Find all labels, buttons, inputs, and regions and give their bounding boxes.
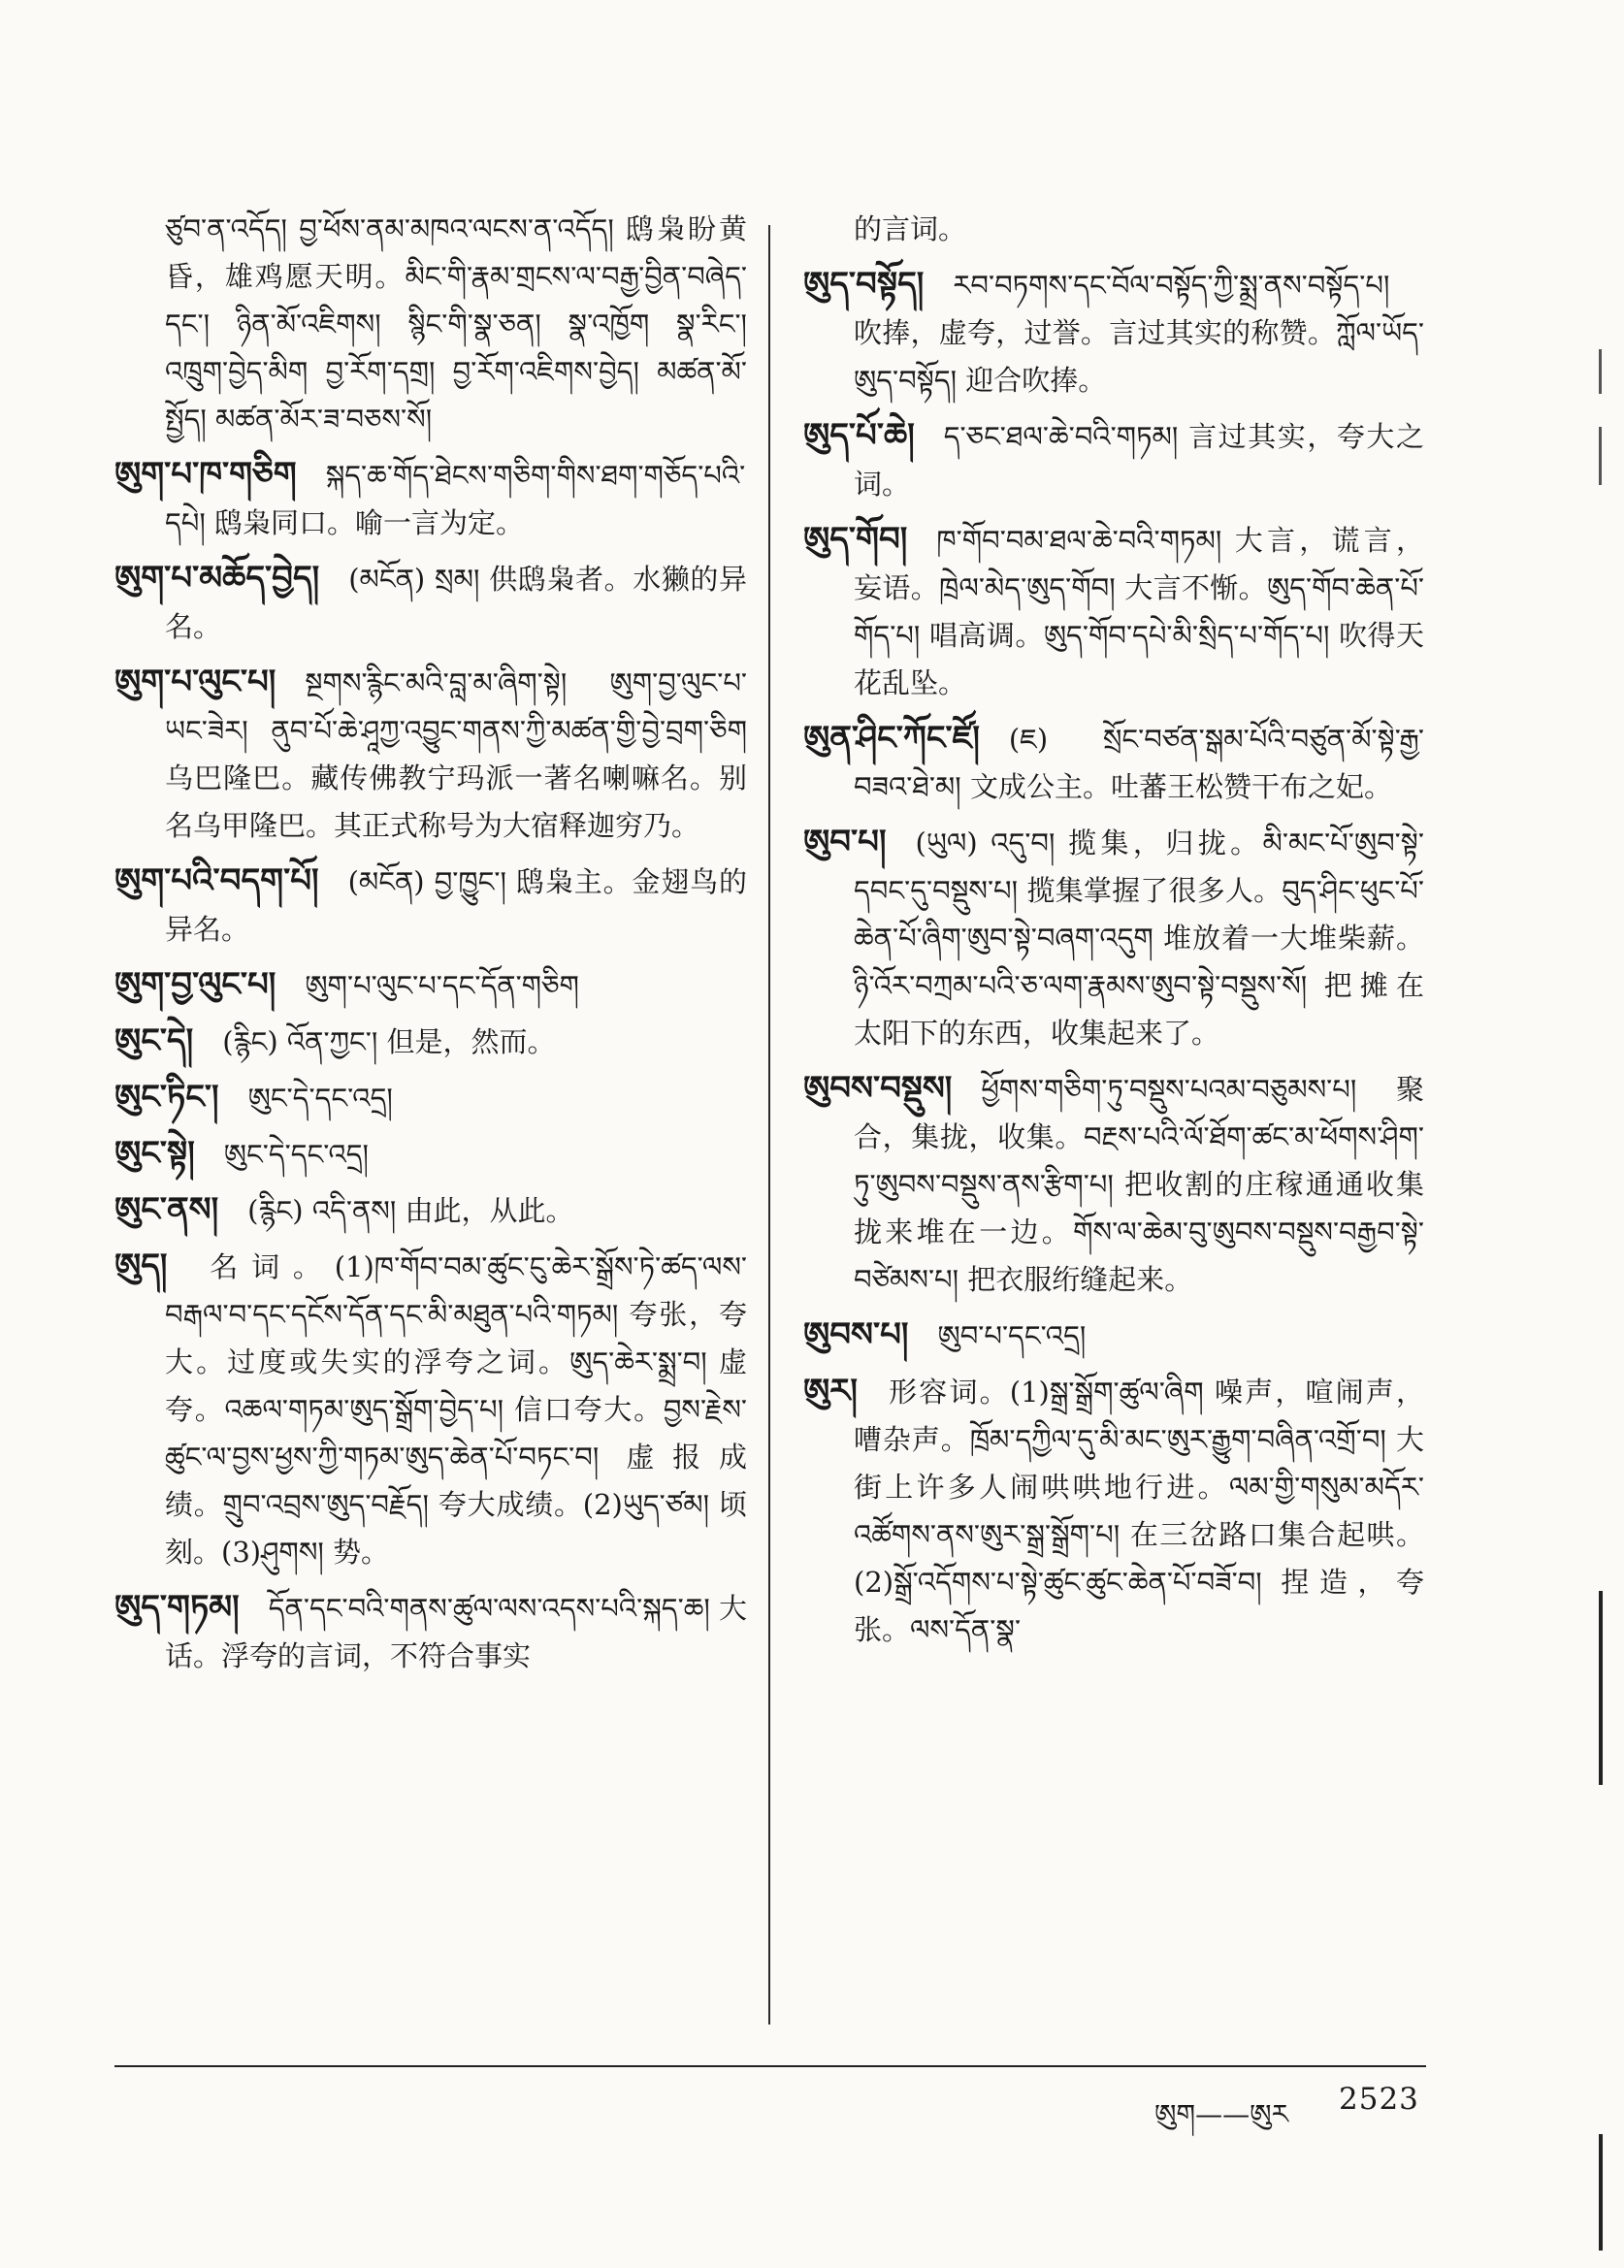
entry-definition: རབ་བཏགས་དང་བོལ་བསྟོད་ཀྱི་སྨྲ་ནས་བསྟོད་པ། 吹捧，虚夸，过誉。言过其实的称赞。ཀློལ་ཡོད་ཨུད་བསྟོད། 迎合吹捧。 [854, 269, 1424, 397]
entry-headword: ཨུག་པ་མཆོད་བྱེད། [114, 559, 320, 598]
dictionary-entry [114, 1584, 747, 1680]
dictionary-entry [803, 412, 1424, 508]
entry-definition: (ཡུལ) འདུ་བ། 揽集，归拢。མི་མང་པོ་ཨུབ་སྟེ་དབང་དུ་བསྡུས་པ། 揽集掌握了很多人。བུད་ཤིང་ཕུང་པོ་ཆེན་པོ་ཞིག་ཨུབ་སྟེ་བཞག་འདུག 堆放着一大堆柴薪。ཉི་འོར་བཀྲམ་པའི་ཅ་ལག་རྣམས་ཨུབ་སྟེ་བསྡུས་སོ། 把摊在太阳下的东西，收集起来了。 [854, 826, 1424, 1050]
entry-headword: ཨུག་པ་ཁ་གཅིག [114, 455, 297, 494]
dictionary-entry [803, 261, 1424, 405]
scan-edge-mark [1599, 1591, 1603, 1785]
entry-headword: ཨུང་ཏིང་། [114, 1078, 219, 1117]
dictionary-entry [803, 1368, 1424, 1654]
right-column [803, 206, 1424, 1662]
column-divider [768, 225, 770, 2025]
footer-headword-range: ཨུག——ཨུར [1154, 2098, 1289, 2130]
entry-headword: ཨུང་ནས། [114, 1190, 219, 1229]
entry-definition: (མངོན) བྱ་ཁྱུང་། 鸱枭主。金翅鸟的异名。 [165, 865, 747, 946]
scan-edge-mark [1599, 2134, 1603, 2251]
dictionary-entry [114, 206, 747, 443]
footer-rule [114, 2065, 1426, 2067]
entry-definition: ཨུབ་པ་དང་འདྲ། [937, 1319, 1087, 1352]
entry-headword: ཨུབ་པ། [803, 823, 887, 861]
entry-headword: ཨུབས་པ། [803, 1315, 909, 1354]
dictionary-entry [114, 1243, 747, 1576]
scan-edge-mark [1599, 349, 1602, 394]
dictionary-entry [114, 1130, 747, 1179]
entry-definition: (མངོན) སྲམ། 供鸱枭者。水獭的异名。 [165, 563, 747, 643]
entry-headword: ཨུང་དེ། [114, 1021, 194, 1060]
dictionary-entry [114, 961, 747, 1010]
entry-headword: ཨུད་བསྟོད། [803, 265, 925, 304]
entry-definition: དོན་དང་བའི་གནས་ཚུལ་ལས་འདས་པའི་སྐད་ཆ། 大话。浮夸的言词，不符合事实 [165, 1592, 747, 1672]
dictionary-entry [114, 1018, 747, 1066]
dictionary-entry [114, 1186, 747, 1235]
entry-headword: ཨུག་པ་ལུང་པ། [114, 663, 276, 701]
entry-headword: ཨུད་གོབ། [803, 520, 908, 559]
dictionary-entry [803, 1065, 1424, 1304]
entry-definition: 的言词。 [854, 212, 967, 245]
entry-definition: (ཇ) སྲོང་བཙན་སྒམ་པོའི་བཙུན་མོ་སྟེ་རྒྱ་བཟའ་ཐེ་མ། 文成公主。吐蕃王松赞干布之妃。 [854, 723, 1424, 803]
dictionary-entry [114, 555, 747, 651]
entry-definition: 形容词。(1)སྒྲ་སྒྲོག་ཚུལ་ཞིག 噪声，喧闹声，嘈杂声。ཁྲོམ་དཀྱིལ་དུ་མི་མང་ཨུར་རྒྱུག་བཞིན་འགྲོ་བ། 大街上许多人闹哄哄地行进。ལམ་གྱི་གསུམ་མདོར་འཚོགས་ནས་ཨུར་སྒྲ་སྒྲོག་པ། 在三岔路口集合起哄。(2)སྒྲོ་འདོགས་པ་སྟེ་ཚུང་ཚུང་ཆེན་པོ་བཟོ་བ། 捏造，夸张。ལས་དོན་སྣ་ [854, 1376, 1424, 1646]
entry-definition: ཕྱོགས་གཅིག་ཏུ་བསྡུས་པའམ་བཅུམས་པ། 聚合，集拢，收集。བརྔས་པའི་ལོ་ཐོག་ཚང་མ་ཕོགས་ཤིག་ཏུ་ཨུབས་བསྡུས་ནས་རྩིག་པ། 把收割的庄稼通通收集拢来堆在一边。གོས་ལ་ཆེམ་བུ་ཨུབས་བསྡུས་བརྒྱབ་སྟེ་བཙེམས་པ། 把衣服绗缝起来。 [854, 1073, 1424, 1296]
entry-headword: ཨུབས་བསྡུས། [803, 1069, 953, 1108]
dictionary-entry [803, 819, 1424, 1057]
entry-headword: ཨུད་པོ་ཆེ། [803, 416, 915, 455]
dictionary-entry [803, 206, 1424, 253]
entry-definition: (རྙིང) འོན་ཀྱང་། 但是，然而。 [222, 1025, 556, 1058]
entry-headword: ཨུད། [114, 1247, 168, 1285]
dictionary-entry [803, 715, 1424, 811]
entry-definition: ད་ཅང་ཐལ་ཆེ་བའི་གཏམ། 言过其实，夸大之词。 [854, 420, 1424, 501]
entry-headword: ཨུན་ཤིང་ཀོང་ཛོ། [803, 719, 980, 758]
dictionary-entry [114, 1074, 747, 1122]
entry-definition: སྔགས་རྙིང་མའི་བླ་མ་ཞིག་སྟེ། ཨུག་བྱ་ལུང་པ་ཡང་ཟེར། ནུབ་པོ་ཆེ་ཤཱཀྱ་འབྱུང་གནས་ཀྱི་མཚན་གྱི་བྱེ་བྲག་ཅིག 乌巴隆巴。藏传佛教宁玛派一著名喇嘛名。别名乌甲隆巴。其正式称号为大宿释迦穷乃。 [165, 666, 747, 842]
dictionary-entry [114, 451, 747, 547]
entry-definition: སྐད་ཆ་གོད་ཐེངས་གཅིག་གིས་ཐག་གཅོད་པའི་དཔེ། 鸱枭同口。喻一言为定。 [165, 459, 746, 539]
dictionary-entry [114, 858, 747, 954]
dictionary-entry [114, 659, 747, 850]
entry-definition: 名词。(1)ཁ་གོབ་བམ་ཚུང་ངུ་ཆེར་སྒྲོས་ཏེ་ཚད་ལས་བརྒལ་བ་དང་དངོས་དོན་དང་མི་མཐུན་པའི་གཏམ། 夸张，夸大。过度或失实的浮夸之词。ཨུད་ཆེར་སྨྲ་བ། 虚夸。འཆལ་གཏམ་ཨུད་སྒྲོག་བྱེད་པ། 信口夸大。བྱས་རྗེས་ཚུང་ལ་བྱས་ཕྱས་ཀྱི་གཏམ་ཨུད་ཆེན་པོ་བཏང་བ། 虚报成绩。གྲུབ་འབྲས་ཨུད་བརྗོད། 夸大成绩。(2)ཡུད་ཙམ། 顷刻。(3)ཤུགས། 势。 [165, 1250, 747, 1569]
entry-definition: ཨུག་པ་ལུང་པ་དང་དོན་གཅིག [305, 969, 579, 1002]
page-number: 2523 [1339, 2082, 1419, 2117]
left-column [114, 206, 747, 1688]
entry-headword: ཨུད་གཏམ། [114, 1588, 240, 1627]
entry-definition: ཨུང་དེ་དང་འདྲ། [247, 1082, 393, 1115]
entry-headword: ཨུང་སྟེ། [114, 1134, 195, 1173]
entry-definition: ཁ་གོབ་བམ་ཐལ་ཆེ་བའི་གཏམ། 大言，谎言，妄语。ཁྲེལ་མེད་ཨུད་གོབ། 大言不惭。ཨུད་གོབ་ཆེན་པོ་གོད་པ། 唱高调。ཨུད་གོབ་དཔེ་མི་སྲིད་པ་གོད་པ། 吹得天花乱坠。 [854, 524, 1424, 699]
entry-definition: (རྙིང) འདི་ནས། 由此，从此。 [247, 1194, 574, 1227]
dictionary-entry [803, 1312, 1424, 1360]
entry-headword: ཨུག་པའི་བདག་པོ། [114, 861, 319, 900]
dictionary-entry [803, 516, 1424, 707]
entry-headword: ཨུག་བྱ་ལུང་པ། [114, 965, 276, 1004]
entry-definition: ཨུང་དེ་དང་འདྲ། [223, 1138, 369, 1171]
entry-headword: ཨུར། [803, 1372, 858, 1410]
scan-edge-mark [1599, 427, 1602, 485]
entry-definition: ཙུབ་ན་འདོད། བྱ་ཕོས་ནམ་མཁའ་ལངས་ན་འདོད། 鸱枭盼黄昏，雄鸡愿天明。མིང་གི་རྣམ་གྲངས་ལ་བརྒྱ་བྱིན་བཞེད་དང་། ཉིན་མོ་འཇིགས། སྙིང་གི་སྣ་ཅན། སྣ་འཁྱོག སྣ་རིང་། འཁྲུག་བྱེད་མིག བྱ་རོག་དགྲ། བྱ་རོག་འཇིགས་བྱེད། མཚན་མོ་སྤྱོད། མཚན་མོར་ཟ་བཅས་སོ། [165, 212, 747, 436]
